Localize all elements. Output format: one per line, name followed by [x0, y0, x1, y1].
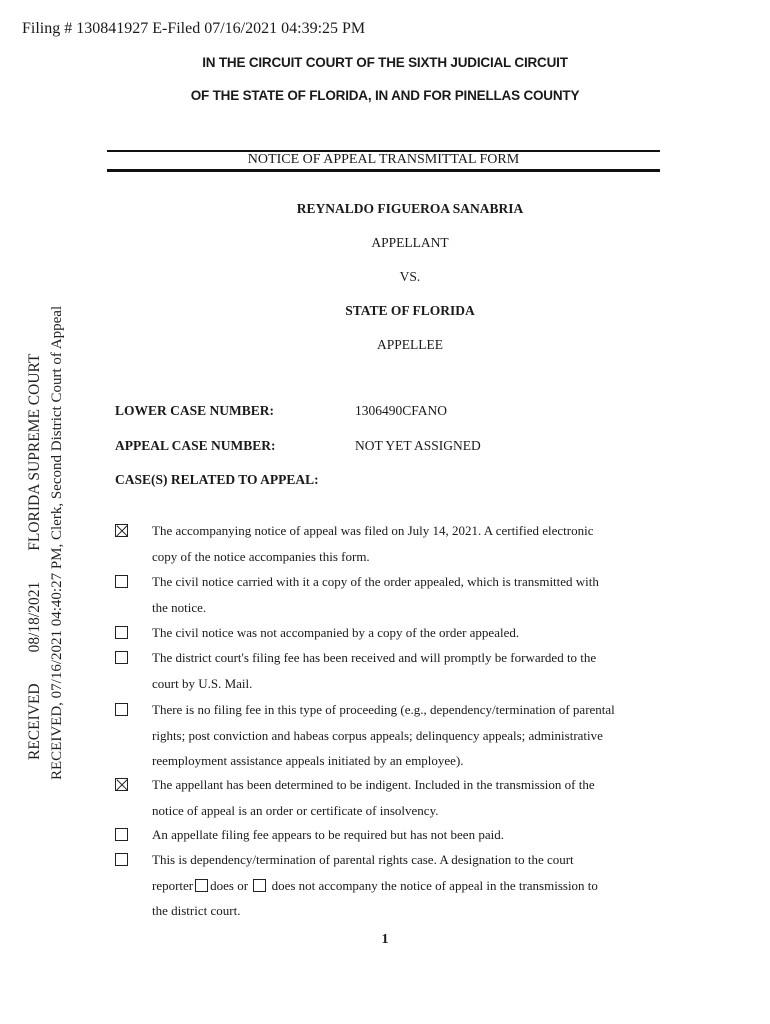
checkbox-no-filing-fee[interactable] — [115, 703, 128, 716]
lower-case-label: LOWER CASE NUMBER: — [115, 403, 275, 418]
district-court-received-stamp: RECEIVED, 07/16/2021 04:40:27 PM, Clerk, Second District Court of Appeal — [49, 305, 65, 780]
appellee-role: APPELLEE — [377, 337, 443, 352]
checklist-item: There is no filing fee in this type of proceeding (e.g., dependency/termination of parental rights; post conviction and habeas corpus appeals; delinquency appeals; administrative reemployment assistance appeals initiated by an employee). — [152, 702, 615, 768]
checklist-item: The civil notice was not accompanied by a copy of the order appealed. — [152, 625, 520, 640]
appellant-name: REYNALDO FIGUEROA SANABRIA — [296, 201, 524, 216]
court-name-line2: OF THE STATE OF FLORIDA, IN AND FOR PINELLAS COUNTY — [190, 88, 580, 103]
checkbox-fee-received[interactable] — [115, 651, 128, 664]
checkbox-order-copy-transmitted[interactable] — [115, 575, 128, 588]
filing-stamp: Filing # 130841927 E-Filed 07/16/2021 04:39:25 PM — [22, 20, 366, 37]
page-number: 1 — [381, 932, 389, 947]
checkbox-notice-filed[interactable] — [115, 524, 128, 537]
checklist-item: This is dependency/termination of parental rights case. A designation to the court reporter does or does not accompany the notice of appeal in the transmission to the district court. — [152, 852, 598, 918]
checkbox-dependency-case[interactable] — [115, 853, 128, 866]
appeal-case-value: NOT YET ASSIGNED — [355, 438, 481, 453]
checklist-item: The appellant has been determined to be indigent. Included in the transmission of the notice of appeal is an order or certificate of insolvency. — [152, 777, 595, 818]
form-title: NOTICE OF APPEAL TRANSMITTAL FORM — [247, 152, 520, 167]
checkbox-order-not-accompanied[interactable] — [115, 626, 128, 639]
appellee-name: STATE OF FLORIDA — [345, 303, 475, 318]
title-rule-bottom — [107, 169, 660, 172]
appeal-case-label: APPEAL CASE NUMBER: — [115, 438, 276, 453]
checkbox-indigent[interactable] — [115, 778, 128, 791]
checklist-item: The district court's filing fee has been received and will promptly be forwarded to the court by U.S. Mail. — [152, 650, 597, 691]
court-name-line1: IN THE CIRCUIT COURT OF THE SIXTH JUDICIAL CIRCUIT — [202, 55, 568, 70]
versus: VS. — [399, 269, 421, 284]
checklist-item: The civil notice carried with it a copy of the order appealed, which is transmitted with the notice. — [152, 574, 599, 615]
supreme-court-received-stamp: RECEIVED 08/18/2021 FLORIDA SUPREME COURT — [26, 353, 43, 760]
lower-case-value: 1306490CFANO — [355, 403, 448, 418]
checkbox-designation-does-not[interactable] — [253, 879, 266, 892]
appellant-role: APPELLANT — [371, 235, 449, 250]
checkbox-designation-does[interactable] — [195, 879, 208, 892]
checklist-item: An appellate filing fee appears to be required but has not been paid. — [152, 827, 504, 842]
checkbox-fee-not-paid[interactable] — [115, 828, 128, 841]
checklist-item: The accompanying notice of appeal was filed on July 14, 2021. A certified electronic copy of the notice accompanies this form. — [152, 523, 594, 564]
related-cases-label: CASE(S) RELATED TO APPEAL: — [115, 472, 319, 487]
